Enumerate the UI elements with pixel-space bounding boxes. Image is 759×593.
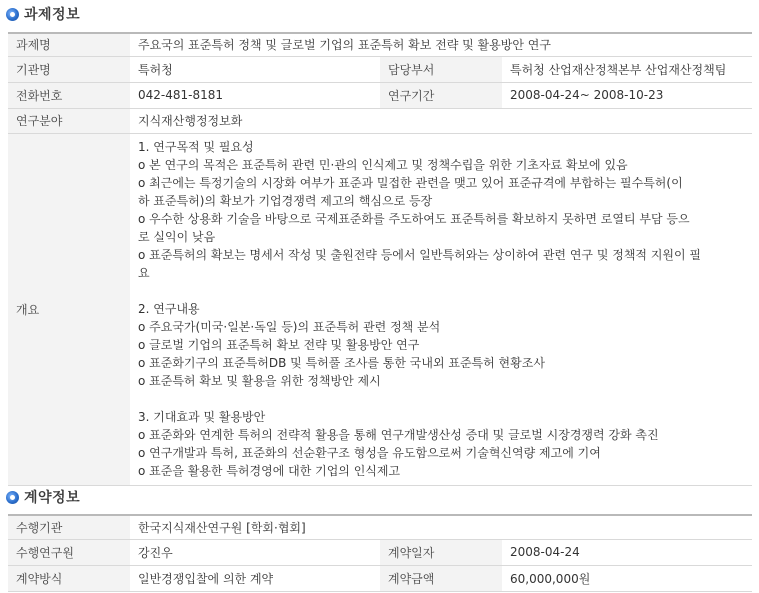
overview-line: 1. 연구목적 및 필요성 [138, 139, 254, 154]
overview-lines [138, 138, 752, 480]
overview-row [8, 133, 752, 485]
period-label: 연구기간 [380, 82, 502, 108]
period-value: 2008-04-24~ 2008-10-23 [502, 82, 752, 108]
project-name-value: 주요국의 표준특허 정책 및 글로벌 기업의 표준특허 확보 전략 및 활용방안 연구 [130, 33, 752, 56]
project-info-table [8, 32, 752, 486]
org-value: 한국지식재산연구원 [학회·협회] [130, 515, 752, 539]
overview-line [138, 390, 752, 408]
method-row [8, 565, 752, 591]
phone-row [8, 82, 752, 108]
contract-info-heading [6, 487, 80, 507]
overview-line: 하 표준특허)의 확보가 기업경쟁력 제고의 핵심으로 등장 [138, 193, 433, 208]
phone-value: 042-481-8181 [130, 82, 380, 108]
circle-bullet-icon [6, 491, 19, 504]
project-name-label: 과제명 [8, 33, 130, 56]
researcher-value: 강진우 [130, 539, 380, 565]
overview-line: o 우수한 상용화 기술을 바탕으로 국제표준화를 주도하여도 표준특허를 확보하지 못하면 로열티 부담 등으 [138, 211, 690, 226]
project-info-heading [6, 4, 80, 24]
overview-line: o 표준화기구의 표준특허DB 및 특허풀 조사를 통한 국내외 표준특허 현황조사 [138, 355, 545, 370]
overview-line: o 표준을 활용한 특허경영에 대한 기업의 인식제고 [138, 463, 401, 478]
contract-date-value: 2008-04-24 [502, 539, 752, 565]
contract-info-title: 계약정보 [24, 490, 81, 506]
overview-label: 개요 [8, 133, 130, 485]
overview-line: 요 [138, 265, 150, 280]
agency-value: 특허청 [130, 56, 380, 82]
overview-line: o 연구개발과 특허, 표준화의 선순환구조 형성을 유도함으로써 기술혁신역량 제고에 기여 [138, 445, 601, 460]
researcher-row [8, 539, 752, 565]
field-value: 지식재산행정정보화 [130, 108, 752, 133]
project-info-title: 과제정보 [24, 7, 81, 23]
overview-line: 로 실익이 낮음 [138, 229, 216, 244]
method-value: 일반경쟁입찰에 의한 계약 [130, 565, 380, 591]
overview-line: o 최근에는 특정기술의 시장화 여부가 표준과 밀접한 관련을 맺고 있어 표준규격에 부합하는 필수특허(이 [138, 175, 683, 190]
overview-line: o 주요국가(미국·일본·독일 등)의 표준특허 관련 정책 분석 [138, 319, 441, 334]
phone-label: 전화번호 [8, 82, 130, 108]
amount-label: 계약금액 [380, 565, 502, 591]
overview-line: o 글로벌 기업의 표준특허 확보 전략 및 활용방안 연구 [138, 337, 420, 352]
overview-line [138, 282, 752, 300]
field-row [8, 108, 752, 133]
overview-line: 3. 기대효과 및 활용방안 [138, 409, 266, 424]
circle-bullet-icon [6, 8, 19, 21]
org-label: 수행기관 [8, 515, 130, 539]
overview-line: o 표준특허의 확보는 명세서 작성 및 출원전략 등에서 일반특허와는 상이하여 관련 연구 및 정책적 지원이 필 [138, 247, 702, 262]
overview-line: o 본 연구의 목적은 표준특허 관련 민·관의 인식제고 및 정책수립을 위한 기초자료 확보에 있음 [138, 157, 628, 172]
contract-info-table [8, 514, 752, 592]
field-label: 연구분야 [8, 108, 130, 133]
department-value: 특허청 산업재산정책본부 산업재산정책팀 [502, 56, 752, 82]
overview-line: o 표준화와 연계한 특허의 전략적 활용을 통해 연구개발생산성 증대 및 글로벌 시장경쟁력 강화 촉진 [138, 427, 659, 442]
agency-row [8, 56, 752, 82]
researcher-label: 수행연구원 [8, 539, 130, 565]
overview-line: 2. 연구내용 [138, 301, 200, 316]
contract-date-label: 계약일자 [380, 539, 502, 565]
department-label: 담당부서 [380, 56, 502, 82]
agency-label: 기관명 [8, 56, 130, 82]
overview-content [130, 133, 752, 485]
amount-value: 60,000,000원 [502, 565, 752, 591]
method-label: 계약방식 [8, 565, 130, 591]
org-row [8, 515, 752, 539]
project-name-row [8, 33, 752, 56]
overview-line: o 표준특허 확보 및 활용을 위한 정책방안 제시 [138, 373, 381, 388]
